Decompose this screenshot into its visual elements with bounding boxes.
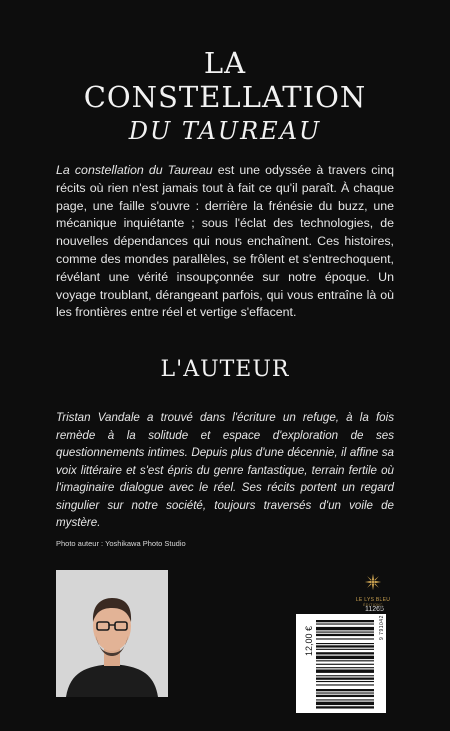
- author-heading: L'AUTEUR: [160, 357, 290, 382]
- publisher-name: LE LYS BLEU: [355, 597, 391, 603]
- barcode-bar: [316, 681, 374, 682]
- barcode-bar: [316, 692, 374, 693]
- barcode-bar: [316, 660, 374, 661]
- barcode-bar: [316, 638, 374, 639]
- blurb-text: est une odyssée à travers cinq récits où rien n'est jamais tout à fait ce qu'il paraît. À chaque page, une faille s'ouvre : derrière la frénésie du buzz, une mécanique inquiétante ; sous l'éclat des technologies, de nouvelles dépendances qui nous enchaînent. Ces histoires, comme des mondes parallèles, se frôlent et s'entrechoquent, révélant une vérité insoupçonnée sur notre époque. Un voyage troublant, dérangeant parfois, qui vous entraîne là où les frontières entre réel et vertige s'effacent.: [56, 163, 394, 320]
- barcode-bar: [316, 699, 374, 700]
- barcode-bar: [316, 669, 374, 672]
- title-line-3: DU TAUREAU: [128, 117, 322, 145]
- title-line-1: LA: [203, 46, 247, 80]
- author-bio: Tristan Vandale a trouvé dans l'écriture un refuge, à la fois remède à la solitude et espace d'exploration de ses questionnements intimes. Depuis plus d'une décennie, il affine sa voix littéraire et s'est épris du genre fantastique, terrain fertile où l'imaginaire dialogue avec le réel. Ses récits portent un regard singulier sur notre société, toujours traversés d'un voile de mystère.: [56, 411, 394, 529]
- book-blurb: [56, 162, 394, 322]
- barcode-bar: [316, 675, 374, 676]
- barcode-bar: [316, 689, 374, 691]
- lys-star-icon: [364, 573, 382, 591]
- isbn-digits: 9 791042 294749: [379, 593, 385, 640]
- author-portrait-illustration: [56, 570, 168, 697]
- barcode-bar: [316, 684, 374, 685]
- price: 12,00 €: [304, 625, 314, 656]
- barcode-bar: [316, 702, 374, 705]
- barcode-bar: [316, 656, 374, 659]
- publisher-logo: [355, 573, 391, 607]
- reference-number: 11265: [365, 606, 384, 613]
- title-line-2: CONSTELLATION: [83, 80, 367, 114]
- barcode-bar: [316, 627, 374, 630]
- author-photo: [56, 570, 168, 697]
- barcode-bar: [316, 649, 374, 650]
- barcode-bar: [316, 645, 374, 647]
- barcode-bar: [316, 643, 374, 644]
- photo-credit: Photo auteur : Yoshikawa Photo Studio: [56, 539, 186, 548]
- barcode-bar: [316, 664, 374, 665]
- barcode-bar: [316, 632, 374, 633]
- barcode-bar: [316, 678, 374, 680]
- barcode-bar: [316, 652, 374, 654]
- barcode-bar: [316, 634, 374, 636]
- barcode-bar: [316, 623, 374, 624]
- blurb-book-title: La constellation du Taureau: [56, 163, 213, 177]
- barcode-bar: [316, 620, 374, 622]
- barcode-bar: [316, 695, 374, 697]
- publisher-subtitle: ÉDITIONS: [363, 603, 383, 607]
- barcode-bar: [316, 706, 374, 708]
- barcode-bar: [316, 667, 374, 668]
